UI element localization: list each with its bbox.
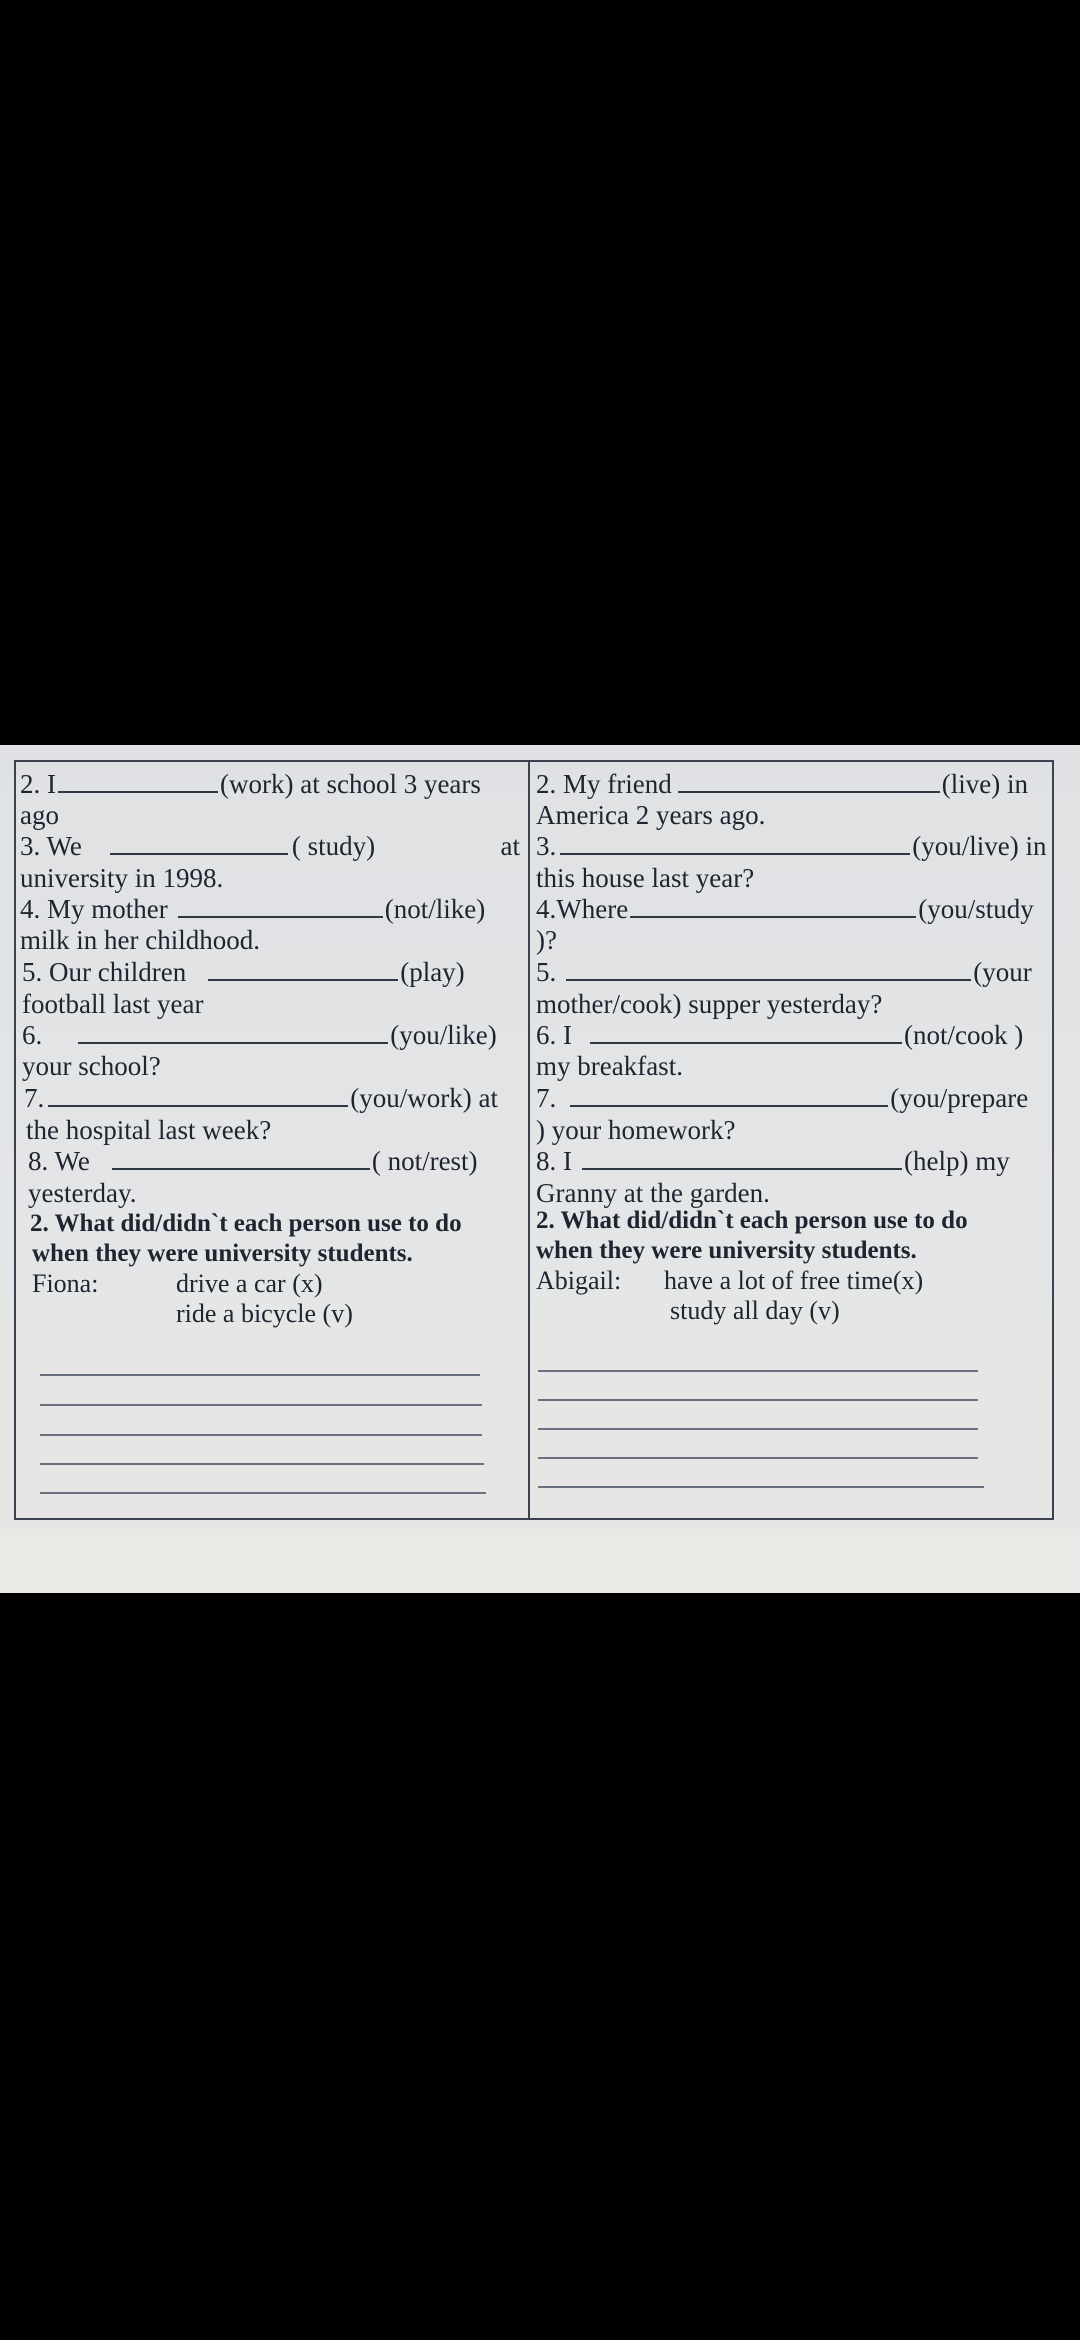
answer-blank[interactable] bbox=[582, 1146, 902, 1170]
right-q8-line1: 8. I (help) my bbox=[536, 1146, 1010, 1176]
writing-line[interactable] bbox=[40, 1434, 482, 1436]
writing-line[interactable] bbox=[40, 1463, 484, 1465]
right-q2-line2: America 2 years ago. bbox=[536, 800, 766, 830]
left-item-2: ride a bicycle (v) bbox=[176, 1299, 353, 1328]
right-q8-line2: Granny at the garden. bbox=[536, 1178, 770, 1208]
right-q4-line1: 4.Where (you/study bbox=[536, 894, 1034, 924]
left-q2-line2: ago bbox=[20, 800, 59, 830]
left-q7-line1: 7. (you/work) at bbox=[24, 1083, 498, 1113]
left-task-heading-line2: when they were university students. bbox=[32, 1240, 413, 1267]
writing-line[interactable] bbox=[538, 1399, 978, 1401]
left-q5-line1: 5. Our children (play) bbox=[22, 957, 465, 987]
right-person-name: Abigail: bbox=[536, 1266, 622, 1295]
left-q7-line2: the hospital last week? bbox=[26, 1115, 272, 1145]
left-q3-line2: university in 1998. bbox=[20, 863, 224, 893]
answer-blank[interactable] bbox=[48, 1083, 348, 1107]
left-q8-line1: 8. We ( not/rest) bbox=[28, 1146, 478, 1176]
answer-blank[interactable] bbox=[110, 831, 288, 855]
right-q3-line2: this house last year? bbox=[536, 863, 755, 893]
answer-blank[interactable] bbox=[58, 769, 218, 793]
left-q4-line1: 4. My mother (not/like) bbox=[20, 894, 486, 924]
writing-line[interactable] bbox=[40, 1492, 486, 1494]
right-item-2: study all day (v) bbox=[670, 1296, 840, 1325]
answer-blank[interactable] bbox=[178, 894, 383, 918]
answer-blank[interactable] bbox=[678, 769, 940, 793]
writing-line[interactable] bbox=[40, 1404, 482, 1406]
right-q7-line2: ) your homework? bbox=[536, 1115, 736, 1145]
right-column bbox=[530, 762, 1052, 1518]
answer-blank[interactable] bbox=[78, 1020, 388, 1044]
writing-line[interactable] bbox=[538, 1370, 978, 1372]
answer-blank[interactable] bbox=[630, 894, 916, 918]
writing-line[interactable] bbox=[538, 1457, 978, 1459]
left-q5-line2: football last year bbox=[22, 989, 204, 1019]
right-q3-line1: 3. (you/live) in bbox=[536, 831, 1047, 861]
right-q6-line2: my breakfast. bbox=[536, 1051, 683, 1081]
left-task-heading-line1: 2. What did/didn`t each person use to do bbox=[30, 1210, 462, 1237]
left-q2-line1: 2. I (work) at school 3 years bbox=[20, 769, 481, 799]
worksheet-table bbox=[14, 760, 1054, 1520]
right-task-heading-line1: 2. What did/didn`t each person use to do bbox=[536, 1207, 968, 1234]
left-q6-line1: 6. (you/like) bbox=[22, 1020, 497, 1050]
right-q2-line1: 2. My friend (live) in bbox=[536, 769, 1028, 799]
paper-margin bbox=[0, 1535, 1080, 1593]
right-q6-line1: 6. I (not/cook ) bbox=[536, 1020, 1024, 1050]
left-item-1: drive a car (x) bbox=[176, 1269, 323, 1298]
answer-blank[interactable] bbox=[570, 1083, 888, 1107]
right-q5-line1: 5. (your bbox=[536, 957, 1032, 987]
right-q5-line2: mother/cook) supper yesterday? bbox=[536, 989, 883, 1019]
left-q6-line2: your school? bbox=[22, 1051, 161, 1081]
writing-line[interactable] bbox=[538, 1428, 978, 1430]
answer-blank[interactable] bbox=[560, 831, 910, 855]
writing-line[interactable] bbox=[40, 1374, 480, 1376]
answer-blank[interactable] bbox=[566, 957, 971, 981]
writing-line[interactable] bbox=[538, 1486, 984, 1488]
answer-blank[interactable] bbox=[208, 957, 398, 981]
answer-blank[interactable] bbox=[112, 1146, 370, 1170]
answer-blank[interactable] bbox=[590, 1020, 902, 1044]
left-q8-line2: yesterday. bbox=[28, 1178, 137, 1208]
worksheet-photo bbox=[0, 745, 1080, 1593]
right-q7-line1: 7. (you/prepare bbox=[536, 1083, 1029, 1113]
right-q4-line2: )? bbox=[536, 925, 557, 955]
left-column bbox=[16, 762, 530, 1518]
left-person-name: Fiona: bbox=[32, 1269, 99, 1298]
left-q3-line1: 3. We ( study) at bbox=[20, 831, 520, 861]
left-q4-line2: milk in her childhood. bbox=[20, 925, 260, 955]
right-task-heading-line2: when they were university students. bbox=[536, 1237, 917, 1264]
right-item-1: have a lot of free time(x) bbox=[664, 1266, 924, 1295]
